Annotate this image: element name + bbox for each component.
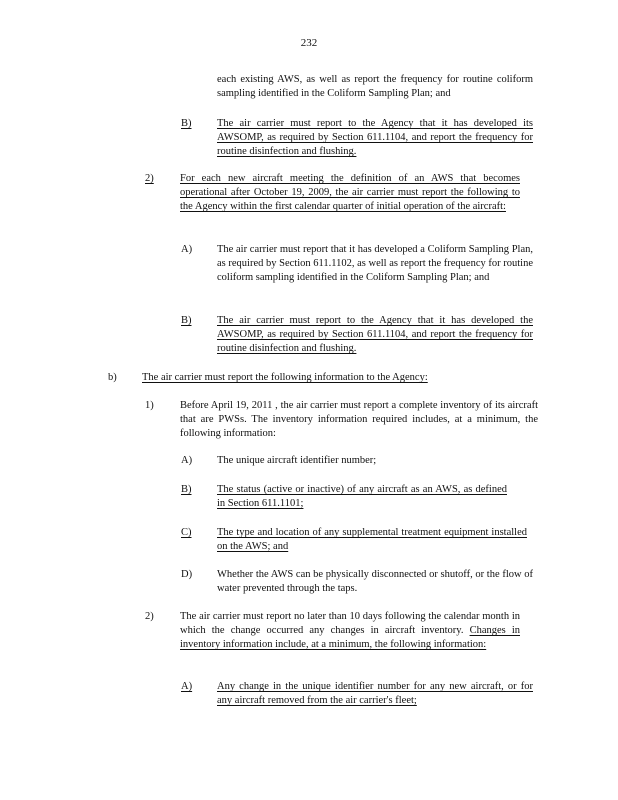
item-marker-A: A) <box>181 681 193 692</box>
item-marker-B: B) <box>181 118 192 129</box>
item-text-C-treatment: The type and location of any supplemental treatment equipment installed on the AWS; and <box>217 527 527 552</box>
item-text-B-awsomp-2: The air carrier must report to the Agency that it has developed the AWSOMP, as required by Section 611.1104, and report the frequency for routine disinfection and flushing. <box>217 315 533 354</box>
item-marker-A: A) <box>181 244 193 255</box>
item-text-2-changes-underlined: Changes in inventory information include, at a minimum, the following information: <box>180 625 520 650</box>
item-text-B-awsomp: The air carrier must report to the Agency that it has developed its AWSOMP, as required by Section 611.1104, and report the frequency for routine disinfection and flushing. <box>217 118 533 157</box>
item-marker-1: 1) <box>145 400 154 411</box>
item-text-2-changes-plain: The air carrier must report no later than 10 days following the calendar month in which the change occurred any changes in aircraft inventory. <box>180 611 520 636</box>
section-marker-b: b) <box>108 372 117 383</box>
item-marker-2: 2) <box>145 611 154 622</box>
item-text-2-changes <box>180 610 520 652</box>
item-text-2-new-aircraft: For each new aircraft meeting the definition of an AWS that becomes operational after October 19, 2009, the air carrier must report the following to the Agency within the first calendar quarter of initial operation of the aircraft: <box>180 173 520 212</box>
item-text-A-identifier-change: Any change in the unique identifier number for any new aircraft, or for any aircraft removed from the air carrier's fleet; <box>217 681 533 706</box>
item-text-A-coliform: The air carrier must report that it has developed a Coliform Sampling Plan, as required by Section 611.1102, as well as report the frequency for routine coliform sampling identified in the Coliform Sampling Plan; and <box>217 244 533 283</box>
item-text-B-status: The status (active or inactive) of any aircraft as an AWS, as defined in Section 611.1101; <box>217 484 507 509</box>
item-marker-A: A) <box>181 455 193 466</box>
item-marker-B: B) <box>181 484 192 495</box>
section-text-b: The air carrier must report the following information to the Agency: <box>142 372 428 383</box>
item-text-1-inventory: Before April 19, 2011 , the air carrier must report a complete inventory of its aircraft that are PWSs. The inventory information required includes, at a minimum, the following information: <box>180 400 538 439</box>
paragraph-continuation: each existing AWS, as well as report the frequency for routine coliform sampling identified in the Coliform Sampling Plan; and <box>217 74 533 99</box>
item-marker-2: 2) <box>145 173 154 184</box>
item-marker-B: B) <box>181 315 192 326</box>
item-marker-D: D) <box>181 569 193 580</box>
item-text-D-disconnect: Whether the AWS can be physically disconnected or shutoff, or the flow of water prevented through the taps. <box>217 569 533 594</box>
item-marker-C: C) <box>181 527 192 538</box>
item-text-A-identifier: The unique aircraft identifier number; <box>217 455 377 466</box>
page-number: 232 <box>300 37 318 49</box>
